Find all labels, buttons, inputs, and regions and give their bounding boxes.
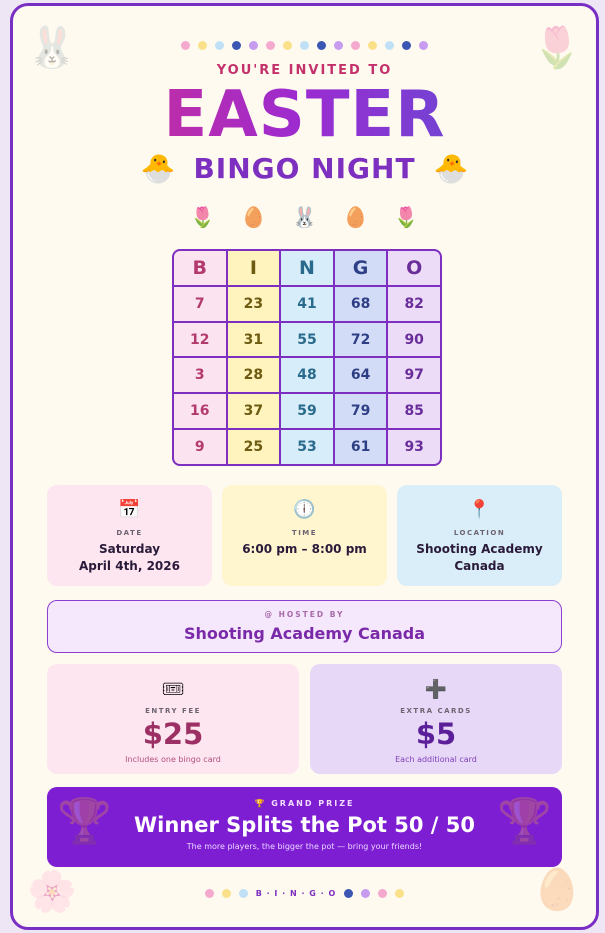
subtitle: BINGO NIGHT <box>193 152 416 185</box>
bunny-icon: 🐰 <box>27 25 77 71</box>
decor-dot <box>402 41 411 50</box>
bingo-header-o: O <box>388 251 440 285</box>
location-value <box>416 541 542 575</box>
bingo-cell: 72 <box>335 323 387 357</box>
date-card <box>47 485 212 586</box>
bingo-header-g: G <box>335 251 387 285</box>
bingo-cell: 23 <box>228 287 280 321</box>
decor-dot <box>222 889 231 898</box>
egg-icon: 🥚 <box>532 867 582 913</box>
egg-icon: 🥚 <box>241 205 267 229</box>
tulip-icon: 🌷 <box>393 205 419 229</box>
bingo-cell: 16 <box>174 394 226 428</box>
bingo-cell: 82 <box>388 287 440 321</box>
location-label: LOCATION <box>453 529 506 537</box>
decor-dot <box>198 41 207 50</box>
bingo-cell: 37 <box>228 394 280 428</box>
chick-icon: 🐣 <box>140 152 176 185</box>
decor-dot <box>215 41 224 50</box>
prize-label: 🏆 GRAND PRIZE <box>254 799 355 808</box>
hosted-label: @ HOSTED BY <box>264 610 345 619</box>
invited-text: YOU'RE INVITED TO <box>216 63 393 78</box>
bingo-header-b: B <box>174 251 226 285</box>
decor-dot <box>368 41 377 50</box>
footer-text: B · I · N · G · O <box>255 889 337 898</box>
location-line2: Canada <box>454 559 505 573</box>
decor-dot <box>181 41 190 50</box>
flower-icon: 🌸 <box>27 869 77 915</box>
top-dot-row <box>13 41 596 50</box>
bingo-cell: 7 <box>174 287 226 321</box>
bunny-icon: 🐰 <box>292 205 317 229</box>
hosted-value: Shooting Academy Canada <box>183 624 426 643</box>
date-label: DATE <box>116 529 143 537</box>
bingo-cell: 79 <box>335 394 387 428</box>
bingo-cell: 61 <box>335 430 387 464</box>
bingo-cell: 25 <box>228 430 280 464</box>
decor-dot <box>419 41 428 50</box>
details-row <box>47 485 562 586</box>
bingo-cell: 59 <box>281 394 333 428</box>
page-title: EASTER <box>13 79 596 151</box>
calendar-icon: 📅 <box>118 499 141 520</box>
location-line1: Shooting Academy <box>416 542 543 556</box>
hosted-by-card <box>47 600 562 653</box>
footer <box>13 889 596 898</box>
grand-prize-banner <box>47 787 562 867</box>
bingo-cell: 48 <box>281 358 333 392</box>
egg-icon: 🥚 <box>342 205 368 229</box>
bingo-cell: 12 <box>174 323 226 357</box>
subtitle-row <box>13 152 596 185</box>
plus-icon: ➕ <box>424 679 448 700</box>
bingo-cell: 68 <box>335 287 387 321</box>
extra-cards-note: Each additional card <box>395 755 477 764</box>
decor-dot <box>361 889 370 898</box>
pricing-row <box>47 664 562 774</box>
decor-dot <box>283 41 292 50</box>
extra-cards-label: EXTRA CARDS <box>400 707 472 715</box>
time-card <box>222 485 387 586</box>
bingo-cell: 97 <box>388 358 440 392</box>
ticket-icon: 🎟 <box>161 679 185 700</box>
bingo-cell: 41 <box>281 287 333 321</box>
time-label: TIME <box>291 529 318 537</box>
decor-dot <box>205 889 214 898</box>
bingo-card <box>172 249 442 466</box>
decor-dot <box>395 889 404 898</box>
bingo-cell: 90 <box>388 323 440 357</box>
bingo-header-i: I <box>228 251 280 285</box>
bingo-cell: 9 <box>174 430 226 464</box>
tulip-icon: 🌷 <box>532 25 582 71</box>
entry-fee-label: ENTRY FEE <box>145 707 201 715</box>
decor-dot <box>344 889 353 898</box>
decor-dot <box>317 41 326 50</box>
entry-fee-card <box>47 664 299 774</box>
location-card <box>397 485 562 586</box>
pin-icon: 📍 <box>468 499 491 520</box>
bingo-cell: 3 <box>174 358 226 392</box>
decor-dot <box>232 41 241 50</box>
emoji-row <box>13 205 596 229</box>
extra-cards-amount: $5 <box>415 717 457 751</box>
bingo-cell: 53 <box>281 430 333 464</box>
date-value <box>79 541 180 575</box>
extra-cards-card <box>310 664 562 774</box>
decor-dot <box>351 41 360 50</box>
trophy-icon: 🏆 <box>497 796 552 847</box>
invitation-card <box>10 3 599 930</box>
clock-icon: 🕕 <box>293 499 316 520</box>
prize-note: The more players, the bigger the pot — bring your friends! <box>186 842 423 851</box>
bingo-cell: 55 <box>281 323 333 357</box>
bingo-cell: 93 <box>388 430 440 464</box>
bingo-header-n: N <box>281 251 333 285</box>
time-value: 6:00 pm – 8:00 pm <box>242 542 367 556</box>
decor-dot <box>239 889 248 898</box>
entry-fee-amount: $25 <box>142 717 204 751</box>
bingo-cell: 64 <box>335 358 387 392</box>
decor-dot <box>249 41 258 50</box>
decor-dot <box>385 41 394 50</box>
decor-dot <box>334 41 343 50</box>
bingo-cell: 31 <box>228 323 280 357</box>
chick-icon: 🐣 <box>433 152 469 185</box>
decor-dot <box>266 41 275 50</box>
date-weekday: Saturday <box>98 542 161 556</box>
bingo-cell: 85 <box>388 394 440 428</box>
tulip-icon: 🌷 <box>190 205 216 229</box>
entry-fee-note: Includes one bingo card <box>125 755 221 764</box>
decor-dot <box>300 41 309 50</box>
decor-dot <box>378 889 387 898</box>
date-day: April 4th, 2026 <box>79 559 180 573</box>
bingo-cell: 28 <box>228 358 280 392</box>
trophy-icon: 🏆 <box>57 796 112 847</box>
prize-value: Winner Splits the Pot 50 / 50 <box>133 813 476 837</box>
